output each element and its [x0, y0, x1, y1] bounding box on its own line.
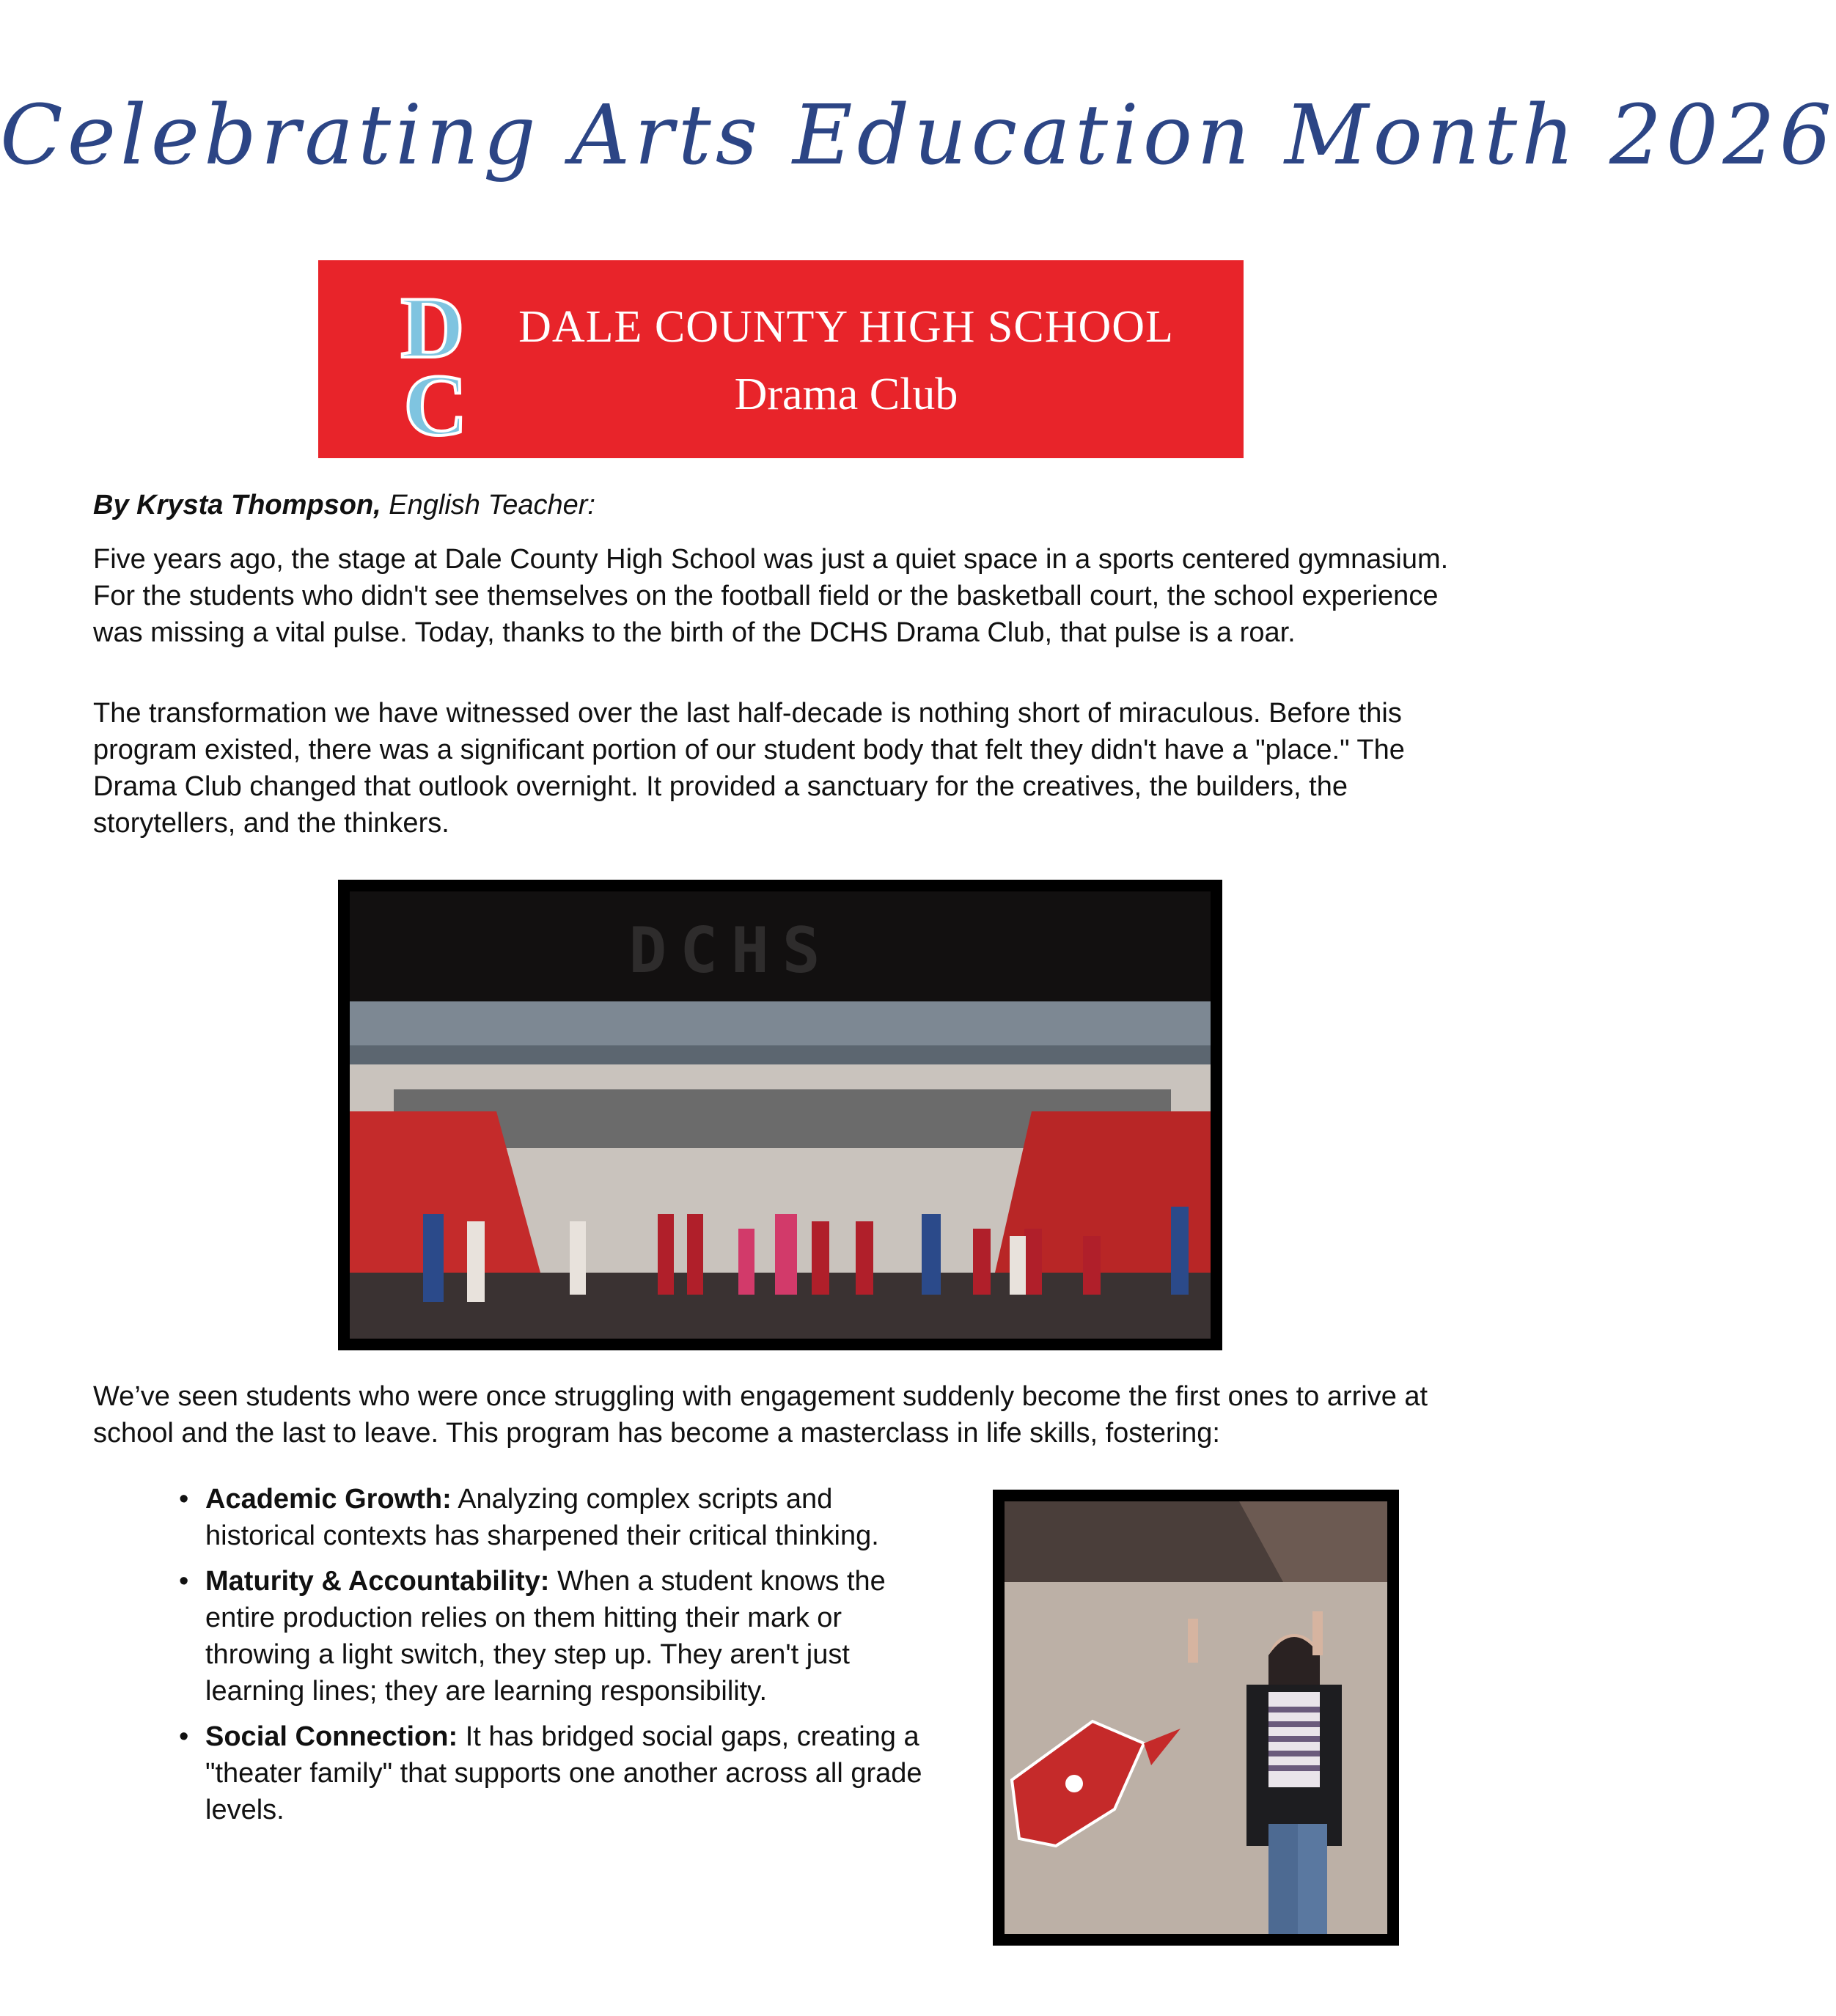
list-item — [179, 1563, 941, 1710]
student-performer-photo — [993, 1490, 1399, 1946]
byline-author: By Krysta Thompson, — [93, 490, 381, 520]
bullet-glyph: • — [179, 1566, 189, 1597]
list-item-text: Analyzing complex scripts and historical contexts has sharpened their critical thinking. — [205, 1484, 879, 1551]
svg-text:D: D — [400, 279, 465, 376]
bullet-glyph: • — [179, 1484, 189, 1515]
banner-school-name: DALE COUNTY HIGH SCHOOL — [518, 302, 1174, 352]
list-item-title: Academic Growth: — [205, 1484, 452, 1515]
list-item-title: Social Connection: — [205, 1721, 458, 1752]
byline-role: English Teacher: — [381, 490, 595, 520]
bullet-glyph: • — [179, 1721, 189, 1752]
stage-sign: DCHS — [628, 914, 834, 987]
stage-scene-image — [350, 891, 1211, 1339]
paragraph-engagement: We’ve seen students who were once struggling with engagement suddenly become the first ones to arrive at school and the last to leave. This program has become a masterclass in life skills, fostering: — [93, 1381, 1428, 1449]
svg-text:C: C — [403, 356, 468, 454]
life-skills-list — [179, 1481, 941, 1837]
list-item-text: It has bridged social gaps, creating a "theater family" that supports one another across all grade levels. — [205, 1721, 922, 1825]
paragraph-transformation: The transformation we have witnessed over the last half-decade is nothing short of miraculous. Before this program existed, there was a significant portion of our student body that felt they didn't have a "place." The Drama Club changed that outlook overnight. It provided a sanctuary for the creatives, the builders, the storytellers, and the thinkers. — [93, 698, 1405, 839]
byline — [93, 490, 595, 521]
club-banner — [318, 260, 1244, 458]
list-item — [179, 1718, 941, 1828]
list-item — [179, 1481, 941, 1554]
performer-image — [1005, 1501, 1387, 1934]
list-item-text: When a student knows the entire production relies on them hitting their mark or throwing a light switch, they step up. They aren't just learning lines; they are learning responsibility. — [205, 1566, 886, 1707]
page-title: Celebrating Arts Education Month 2026 — [0, 88, 1836, 183]
paragraph-intro: Five years ago, the stage at Dale County High School was just a quiet space in a sports centered gymnasium. For the students who didn't see themselves on the football field or the basketball court, the school experience was missing a vital pulse. Today, thanks to the birth of the DCHS Drama Club, that pulse is a roar. — [93, 544, 1449, 648]
banner-club-name: Drama Club — [734, 369, 958, 419]
stage-cast-photo — [338, 880, 1222, 1350]
list-item-title: Maturity & Accountability: — [205, 1566, 550, 1597]
